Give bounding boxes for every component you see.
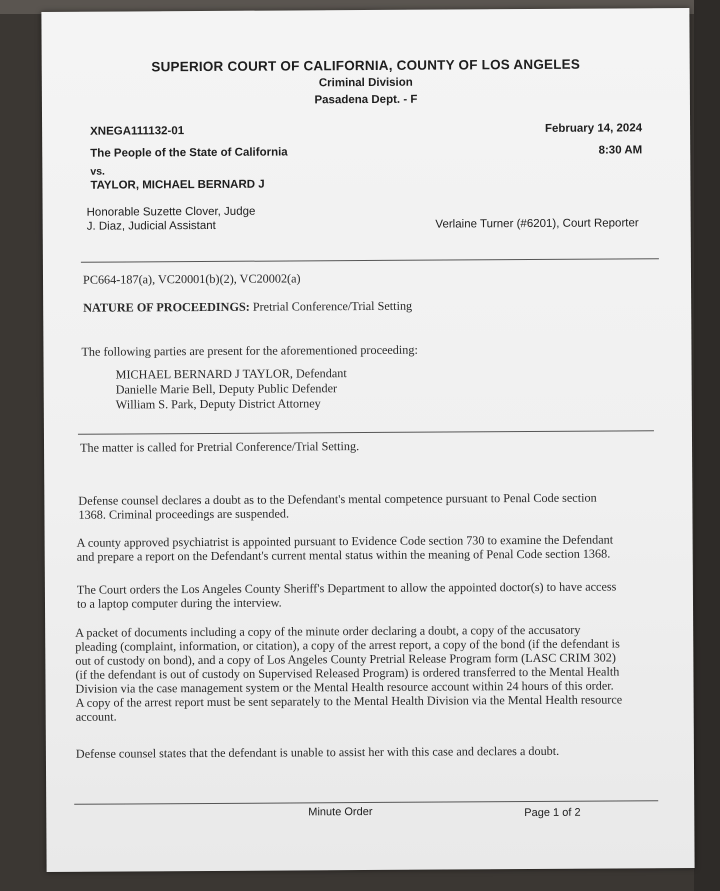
parties-divider <box>78 430 654 435</box>
defendant-name: TAYLOR, MICHAEL BERNARD J <box>90 178 265 192</box>
paragraph-unable-to-assist <box>76 744 559 761</box>
paragraph-line: out of custody on bond), and a copy of Los Angeles County Pretrial Release Program form (LASC CRIM 302) <box>75 650 616 668</box>
nature-of-proceedings <box>83 299 412 316</box>
footer-divider <box>74 800 658 805</box>
party-defendant: MICHAEL BERNARD J TAYLOR, Defendant <box>115 366 347 382</box>
parties-intro: The following parties are present for the aforementioned proceeding: <box>81 342 418 359</box>
party-public-defender: Danielle Marie Bell, Deputy Public Defender <box>115 381 338 397</box>
court-division: Criminal Division <box>318 76 413 90</box>
plaintiff-name: The People of the State of California <box>90 146 288 160</box>
paragraph-documents-packet <box>75 622 622 723</box>
court-reporter: Verlaine Turner (#6201), Court Reporter <box>435 217 639 231</box>
paragraph-line: account. <box>75 709 117 724</box>
paragraph-line: A packet of documents including a copy of the minute order declaring a doubt, a copy of the accusatory <box>75 622 581 640</box>
paragraph-doubt-declared <box>78 491 596 522</box>
paragraph-sheriff-order <box>77 579 617 610</box>
charges: PC664-187(a), VC20001(b)(2), VC20002(a) <box>82 271 301 287</box>
paragraph-line: A county approved psychiatrist is appointed pursuant to Evidence Code section 730 to examine the Defendant <box>76 532 614 550</box>
paragraph-psychiatrist-appointed <box>77 533 614 564</box>
case-time: 8:30 AM <box>598 144 643 157</box>
paragraph-line: to a laptop computer during the interview. <box>76 595 282 611</box>
proceedings-label: NATURE OF PROCEEDINGS: <box>83 299 250 315</box>
paragraph-line: pleading (complaint, information, or citation), a copy of the arrest report, a copy of the bond (if the defendant is <box>75 636 620 654</box>
paragraph-line: Defense counsel states that the defendant is unable to assist her with this case and declares a doubt. <box>75 743 560 761</box>
matter-statement: The matter is called for Pretrial Conference/Trial Setting. <box>79 439 360 455</box>
judge-name: Honorable Suzette Clover, Judge <box>86 205 256 219</box>
footer-title: Minute Order <box>308 805 373 819</box>
paragraph-line: and prepare a report on the Defendant's current mental status within the meaning of Penal Code section 1368. <box>76 546 611 564</box>
case-date: February 14, 2024 <box>544 122 643 135</box>
paragraph-line: Division via the case management system or the Mental Health resource account within 24 hours of this order. <box>75 678 614 696</box>
minute-order-document <box>41 8 694 872</box>
party-district-attorney: William S. Park, Deputy District Attorney <box>115 396 321 412</box>
proceedings-value: Pretrial Conference/Trial Setting <box>252 298 413 314</box>
judicial-assistant: J. Diaz, Judicial Assistant <box>86 219 216 233</box>
paragraph-line: 1368. Criminal proceedings are suspended. <box>78 506 290 522</box>
court-department: Pasadena Dept. - F <box>314 93 418 107</box>
case-number: XNEGA111132-01 <box>90 125 185 138</box>
background-shadow <box>694 0 720 891</box>
footer-page-number: Page 1 of 2 <box>524 806 581 820</box>
paragraph-line: Defense counsel declares a doubt as to the Defendant's mental competence pursuant to Penal Code section <box>78 490 597 508</box>
paragraph-line: A copy of the arrest report must be sent separately to the Mental Health Division via the Mental Health resource <box>75 692 623 710</box>
paragraph-line: The Court orders the Los Angeles County Sheriff's Department to allow the appointed doctor(s) to have access <box>76 579 617 597</box>
versus-label: vs. <box>90 165 106 178</box>
court-name: SUPERIOR COURT OF CALIFORNIA, COUNTY OF LOS ANGELES <box>151 56 581 75</box>
header-divider <box>81 258 659 263</box>
paragraph-line: (if the defendant is out of custody on Supervised Released Program) is ordered transferred to the Mental Health <box>75 664 620 682</box>
